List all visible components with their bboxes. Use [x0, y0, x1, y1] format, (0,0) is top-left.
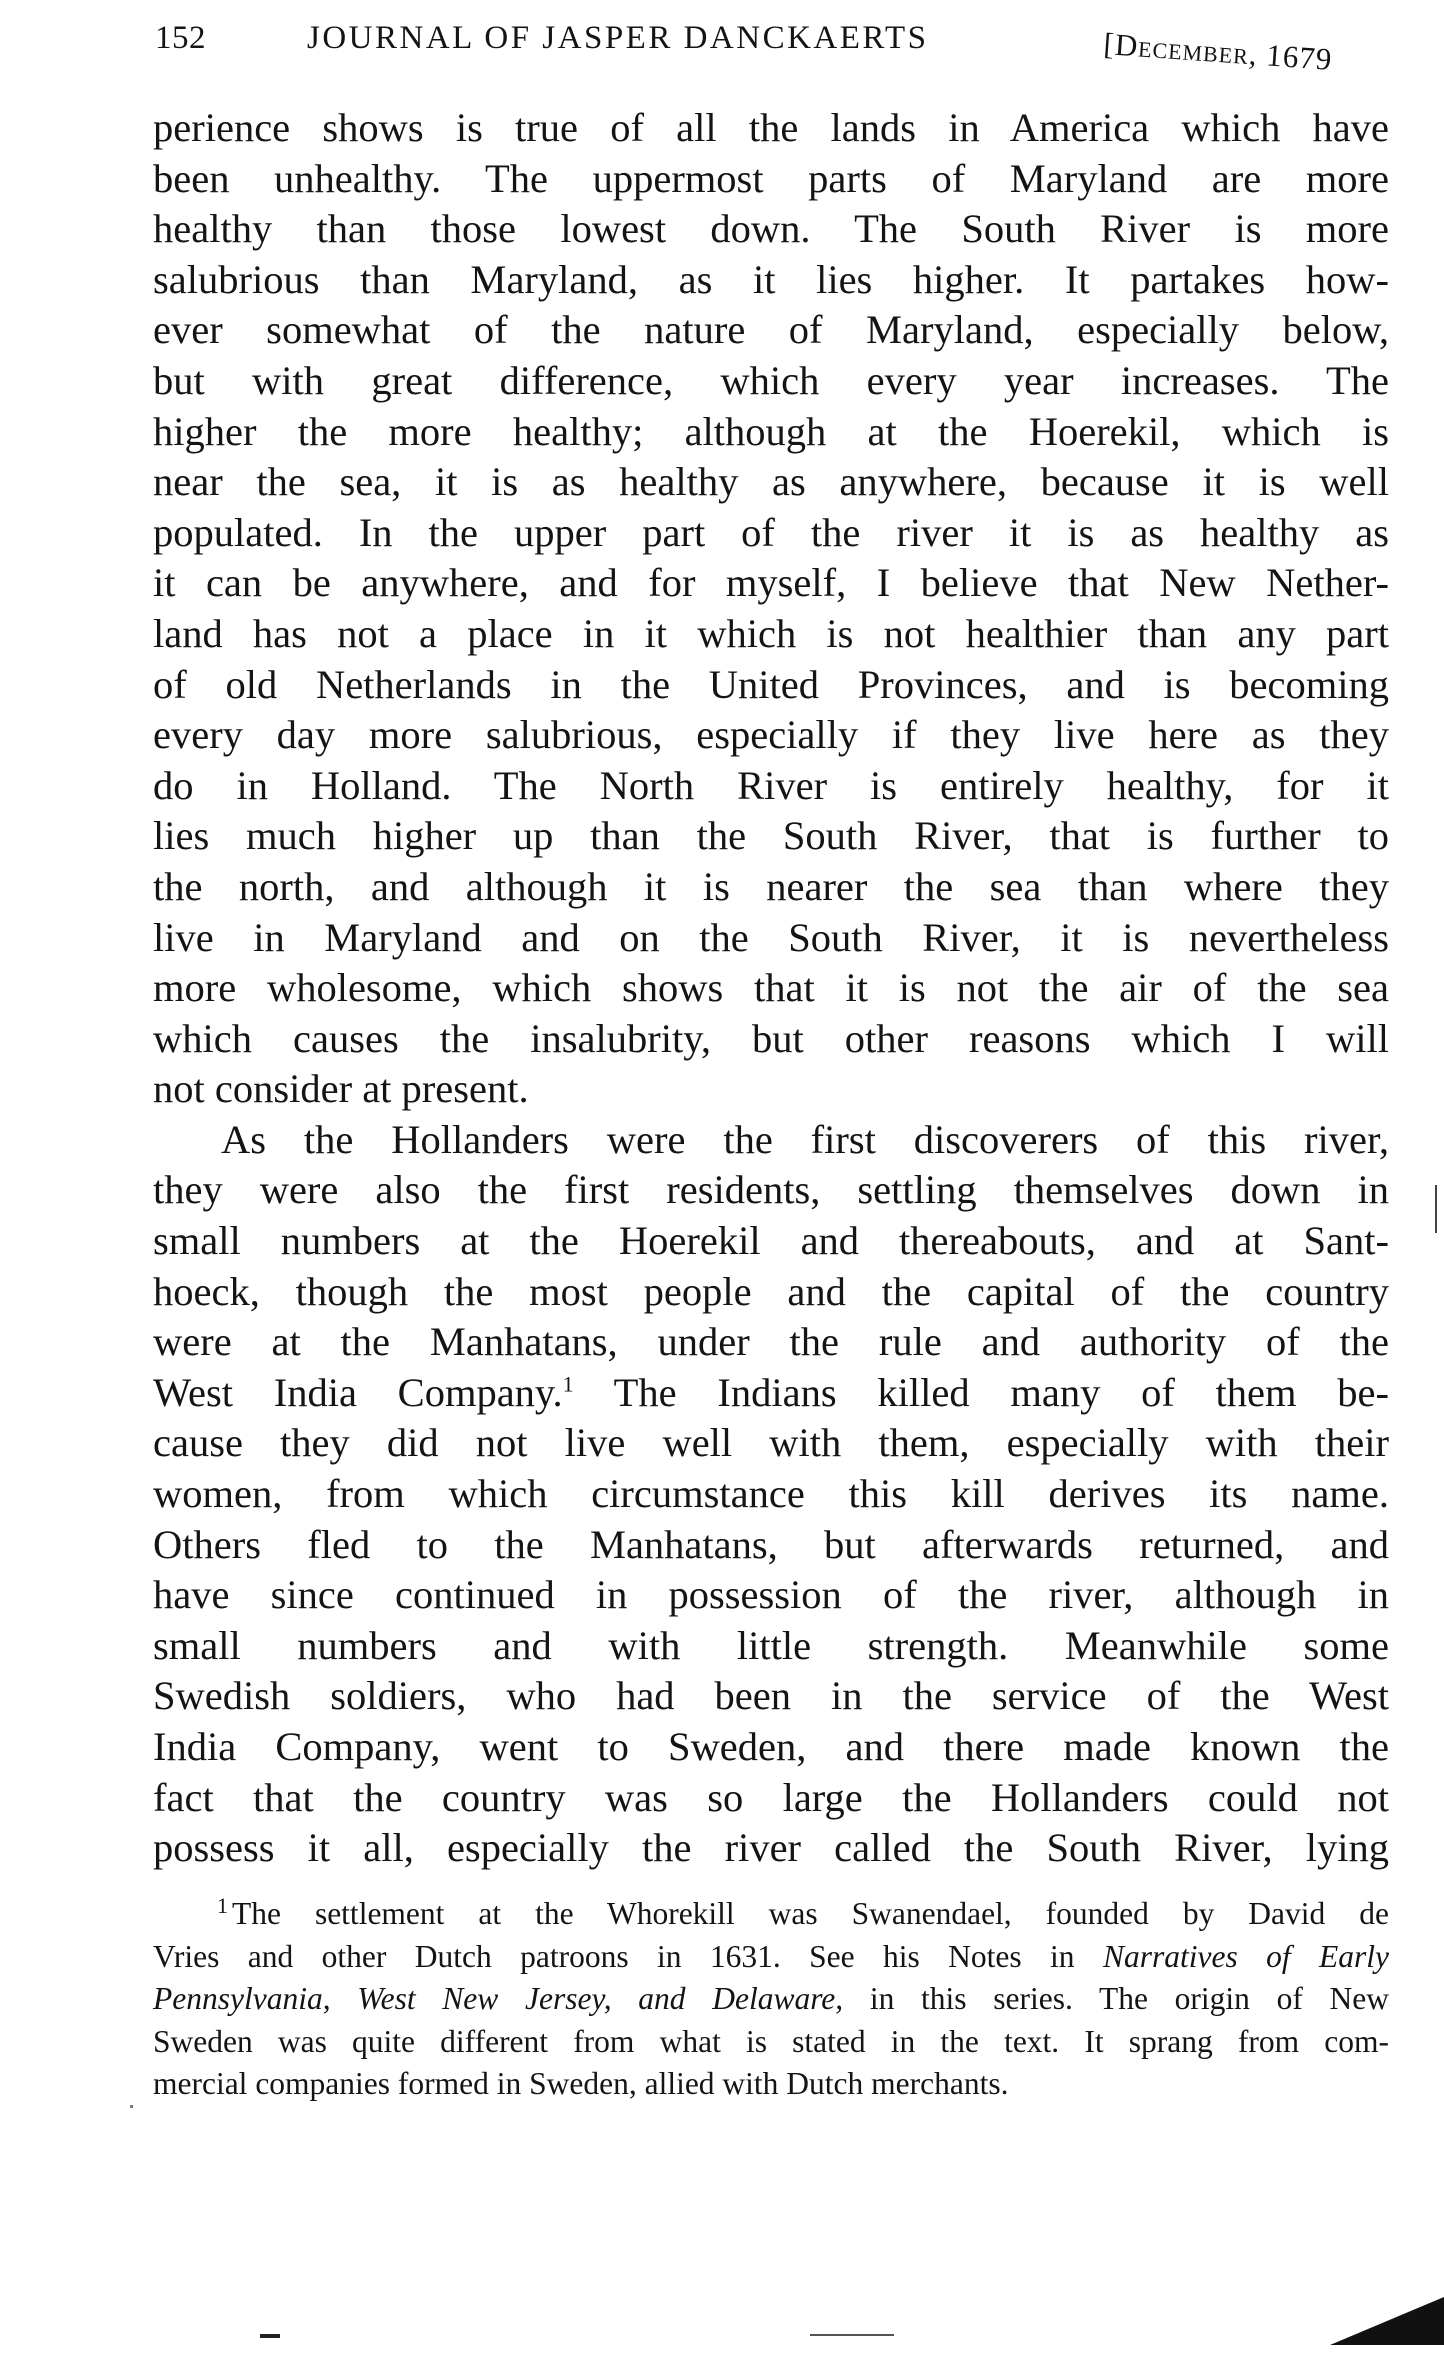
text-line: every day more salubrious, especially if they live here as they	[153, 712, 1389, 758]
text-fragment: The Indians killed many of them be-	[573, 1369, 1389, 1415]
text-line: As the Hollanders were the first discoverers of this river,	[221, 1116, 1389, 1162]
text-line: but with great difference, which every year increases. The	[153, 357, 1389, 403]
citation-title: Pennsylvania, West New Jersey, and Delaware,	[153, 1981, 844, 2016]
text-line: do in Holland. The North River is entirely healthy, for it	[153, 762, 1389, 808]
paragraph-1	[153, 103, 1389, 1115]
footnote-text: The settlement at the Whorekill was Swanendael, founded by David de	[232, 1896, 1389, 1931]
citation-title: Narratives of Early	[1102, 1938, 1389, 1974]
text-line: it can be anywhere, and for myself, I believe that New Nether-	[153, 560, 1389, 606]
footnote-line	[153, 1936, 1389, 1979]
scan-speck	[130, 2105, 133, 2108]
text-line: which causes the insalubrity, but other reasons which I will	[153, 1015, 1389, 1061]
text-line: India Company, went to Sweden, and there made known the	[153, 1724, 1389, 1769]
footnote-text: in this series. The origin of New	[843, 1981, 1389, 2016]
text-line: ever somewhat of the nature of Maryland, especially below,	[153, 307, 1389, 353]
text-line: more wholesome, which shows that it is not the air of the sea	[153, 965, 1389, 1011]
text-line: were at the Manhatans, under the rule and authority of the	[153, 1319, 1389, 1365]
footnote	[153, 1893, 1389, 2106]
footnote-line	[153, 2021, 1389, 2064]
footnote-text: Sweden was quite different from what is stated in the text. It sprang from com-	[153, 2023, 1389, 2059]
text-line: of old Netherlands in the United Provinces, and is becoming	[153, 661, 1389, 707]
running-head-date	[1102, 26, 1333, 78]
running-head-title: JOURNAL OF JASPER DANCKAERTS	[307, 20, 929, 56]
text-line: fact that the country was so large the Hollanders could not	[153, 1774, 1389, 1820]
scan-smudge	[260, 2334, 280, 2338]
paragraph-2	[153, 1115, 1389, 1874]
scan-smudge	[810, 2334, 894, 2336]
text-line: hoeck, though the most people and the capital of the country	[153, 1268, 1389, 1314]
text-line: women, from which circumstance this kill derives its name.	[153, 1471, 1389, 1517]
text-line: they were also the first residents, settling themselves down in	[153, 1167, 1389, 1213]
footnote-text: mercial companies formed in Sweden, allied with Dutch merchants.	[153, 2066, 1009, 2101]
text-line: Swedish soldiers, who had been in the service of the West	[153, 1673, 1389, 1719]
text-line: salubrious than Maryland, as it lies higher. It partakes how-	[153, 256, 1389, 302]
text-line: near the sea, it is as healthy as anywhere, because it is well	[153, 459, 1389, 505]
date-year: , 1679	[1247, 36, 1334, 77]
footnote-reference[interactable]: 1	[562, 1371, 574, 1397]
footnote-line	[153, 1978, 1389, 2021]
page-number: 152	[155, 20, 206, 56]
text-line: small numbers and with little strength. Meanwhile some	[153, 1622, 1389, 1668]
footnote-text: Vries and other Dutch patroons in 1631. See his Notes in	[153, 1938, 1103, 1974]
text-line: not consider at present.	[153, 1066, 529, 1112]
text-line: have since continued in possession of the river, although in	[153, 1572, 1389, 1618]
text-fragment: West India Company.	[153, 1369, 563, 1415]
text-line: lies much higher up than the South River, that is further to	[153, 813, 1389, 859]
text-line: cause they did not live well with them, especially with their	[153, 1420, 1389, 1466]
text-line: small numbers at the Hoerekil and thereabouts, and at Sant-	[153, 1218, 1389, 1264]
page-edge-shadow	[1330, 2285, 1444, 2345]
text-line: the north, and although it is nearer the sea than where they	[153, 863, 1389, 909]
margin-mark	[1435, 1185, 1437, 1233]
main-text	[153, 103, 1389, 1874]
running-head	[155, 20, 1385, 80]
text-line: perience shows is true of all the lands in America which have	[153, 105, 1389, 150]
footnote-line	[153, 1893, 1389, 1936]
text-line: populated. In the upper part of the river it is as healthy as	[153, 509, 1389, 555]
text-line: Others fled to the Manhatans, but afterwards returned, and	[153, 1521, 1389, 1567]
text-line: land has not a place in it which is not healthier than any part	[153, 610, 1389, 656]
date-bracket: [D	[1102, 26, 1140, 64]
text-line: been unhealthy. The uppermost parts of Maryland are more	[153, 155, 1389, 201]
text-line: live in Maryland and on the South River, it is nevertheless	[153, 914, 1389, 960]
text-line	[153, 1368, 1389, 1419]
footnote-mark: 1	[217, 1892, 228, 1918]
footnote-line	[153, 2063, 1389, 2106]
text-line: higher the more healthy; although at the Hoerekil, which is	[153, 408, 1389, 454]
date-month: ecember	[1137, 28, 1251, 72]
text-line: healthy than those lowest down. The South River is more	[153, 206, 1389, 252]
text-line: possess it all, especially the river called the South River, lying	[153, 1825, 1389, 1871]
